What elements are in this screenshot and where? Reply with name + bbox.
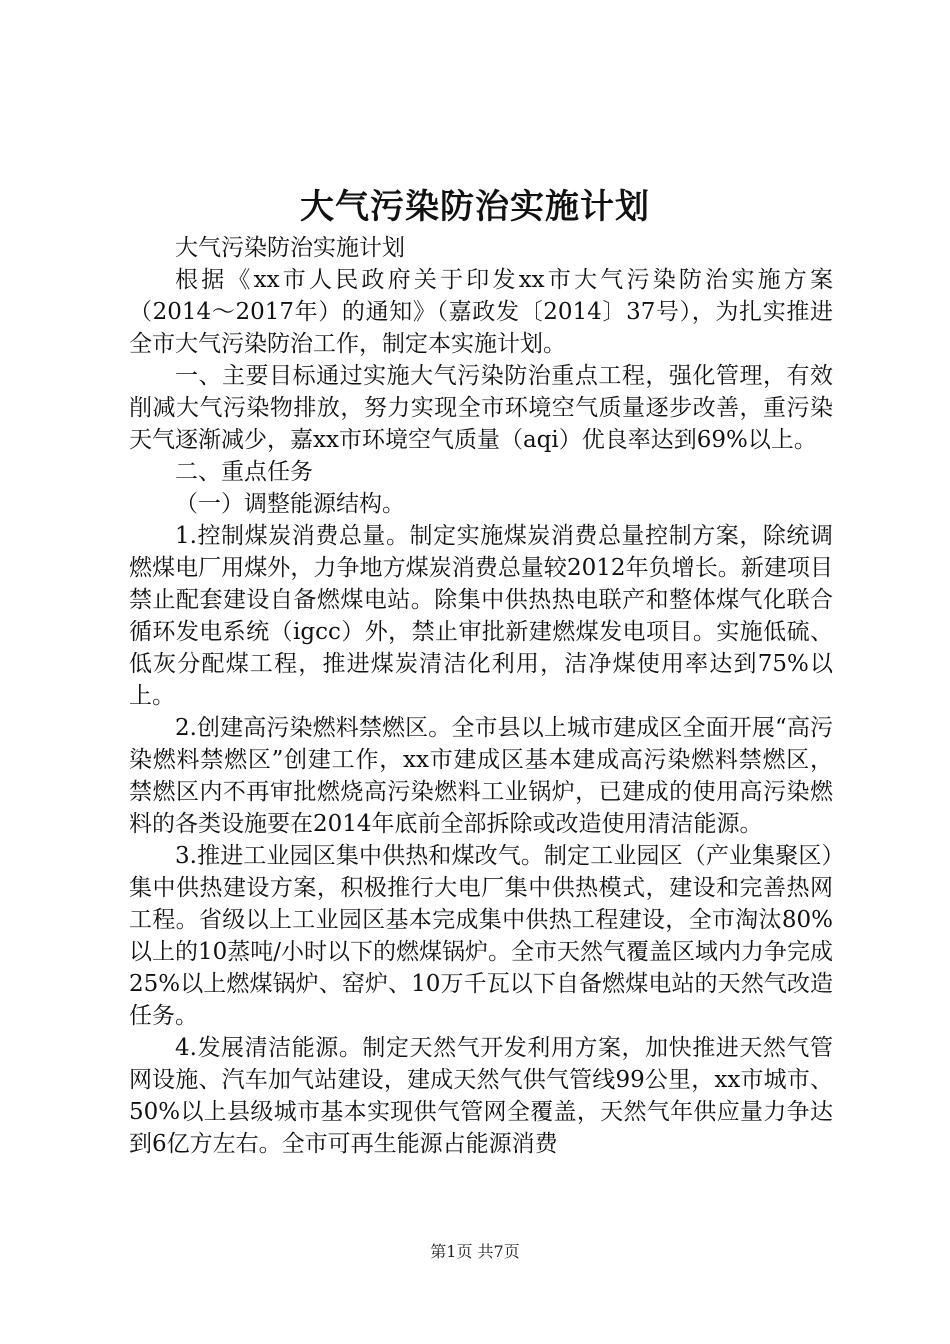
paragraph-item-4: 4.发展清洁能源。制定天然气开发利用方案，加快推进天然气管网设施、汽车加气站建设，建成天然气供气管线99公里，xx市城市、50%以上县级城市基本实现供气管网全覆盖，天然气年供应量力争达到6亿方左右。全市可再生能源占能源消费 xyxy=(129,1035,833,1157)
paragraph-item-3: 3.推进工业园区集中供热和煤改气。制定工业园区（产业集聚区）集中供热建设方案，积极推行大电厂集中供热模式，建设和完善热网工程。省级以上工业园区基本完成集中供热工程建设，全市淘汰80%以上的10蒸吨/小时以下的燃煤锅炉。全市天然气覆盖区域内力争完成25%以上燃煤锅炉、窑炉、10万千瓦以下自备燃煤电站的天然气改造任务。 xyxy=(129,843,834,1029)
paragraph-subtitle: 大气污染防治实施计划 xyxy=(175,235,405,261)
document-title: 大气污染防治实施计划 xyxy=(300,187,650,227)
page-footer xyxy=(0,1240,950,1264)
page-number: 第1页 xyxy=(430,1242,473,1261)
paragraph-item-1: 1.控制煤炭消费总量。制定实施煤炭消费总量控制方案，除统调燃煤电厂用煤外，力争地方煤炭消费总量较2012年负增长。新建项目禁止配套建设自备燃煤电站。除集中供热热电联产和整体煤气化联合循环发电系统（igcc）外，禁止审批新建燃煤发电项目。实施低硫、低灰分配煤工程，推进煤炭清洁化利用，洁净煤使用率达到75%以上。 xyxy=(129,523,833,709)
document-body xyxy=(129,232,833,1160)
paragraph-item-2: 2.创建高污染燃料禁燃区。全市县以上城市建成区全面开展“高污染燃料禁燃区”创建工作，xx市建成区基本建成高污染燃料禁燃区，禁燃区内不再审批燃烧高污染燃料工业锅炉，已建成的使用高污染燃料的各类设施要在2014年底前全部拆除或改造使用清洁能源。 xyxy=(129,715,833,837)
paragraph-main-goal: 一、主要目标通过实施大气污染防治重点工程，强化管理，有效削减大气污染物排放，努力实现全市环境空气质量逐步改善，重污染天气逐渐减少，嘉xx市环境空气质量（aqi）优良率达到69%以上。 xyxy=(129,363,833,453)
paragraph-preamble: 根据《xx市人民政府关于印发xx市大气污染防治实施方案（2014～2017年）的通知》（嘉政发〔2014〕37号），为扎实推进全市大气污染防治工作，制定本实施计划。 xyxy=(129,267,833,357)
paragraph-key-tasks-heading: 二、重点任务 xyxy=(175,459,313,485)
page-total: 共7页 xyxy=(477,1242,520,1261)
paragraph-energy-structure-heading: （一）调整能源结构。 xyxy=(175,491,405,517)
